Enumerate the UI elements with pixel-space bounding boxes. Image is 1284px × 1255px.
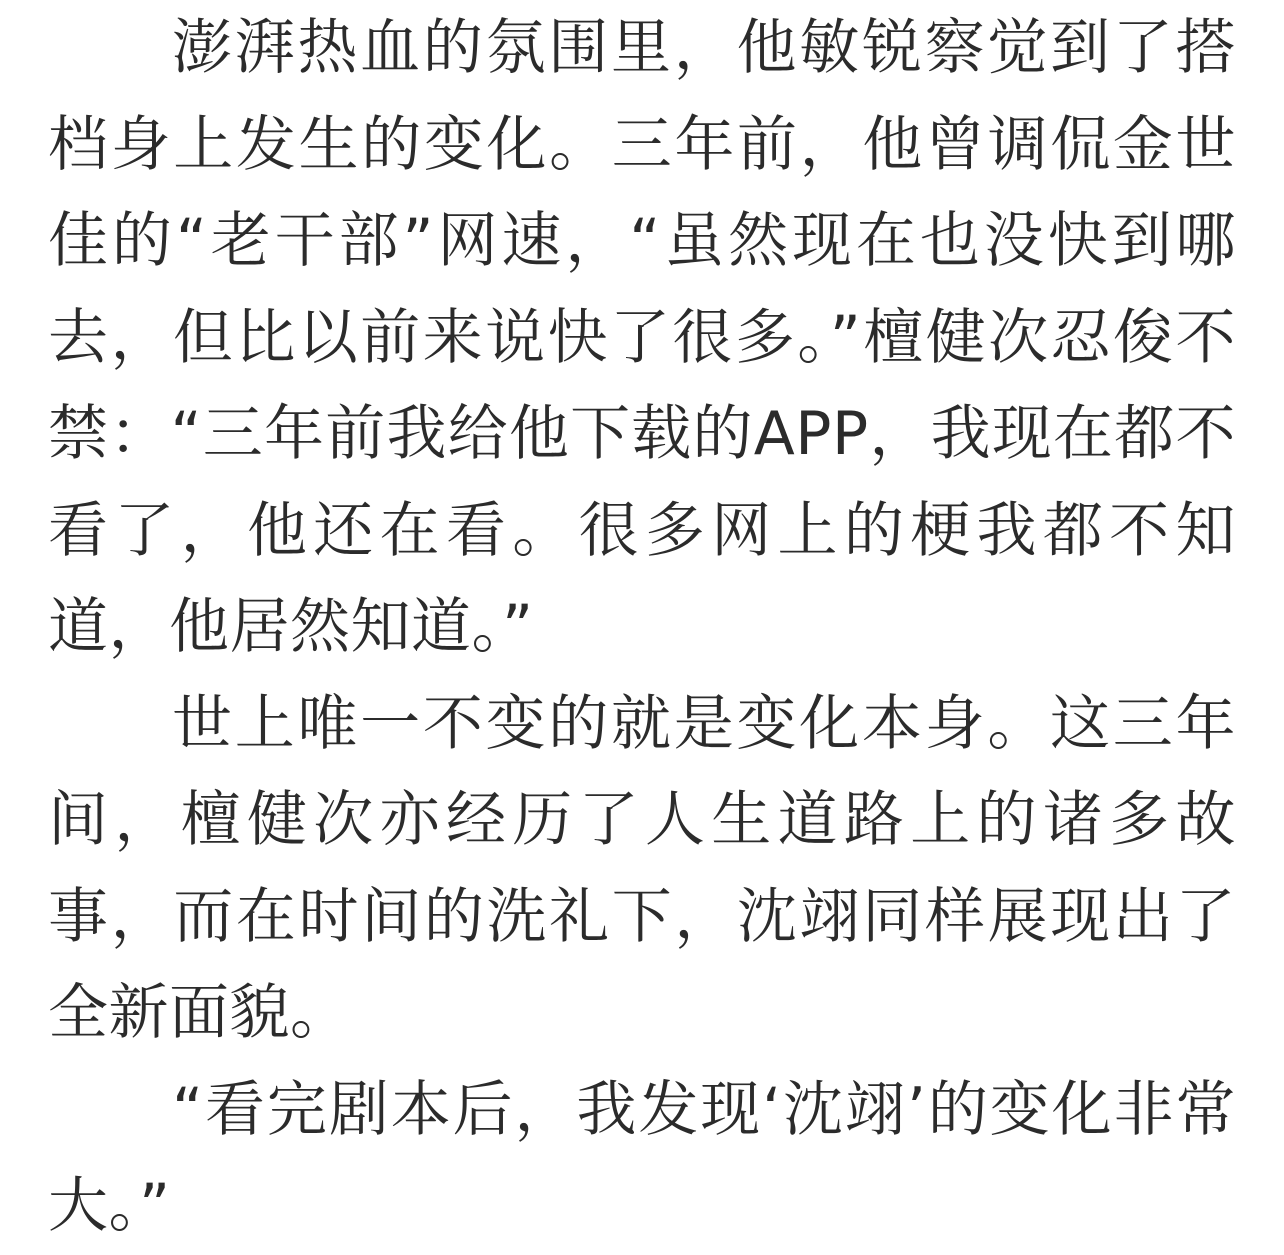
paragraph-2: 世上唯一不变的就是变化本身。这三年间，檀健次亦经历了人生道路上的诸多故事，而在时间的洗礼下，沈翊同样展现出了全新面貌。	[48, 688, 1236, 1048]
paragraph-3: “看完剧本后，我发现‘沈翊’的变化非常大。”	[48, 1074, 1236, 1241]
paragraph-1: 澎湃热血的氛围里，他敏锐察觉到了搭档身上发生的变化。三年前，他曾调侃金世佳的“老干部”网速，“虽然现在也没快到哪去，但比以前来说快了很多。”檀健次忍俊不禁：“三年前我给他下载的APP，我现在都不看了，他还在看。很多网上的梗我都不知道，他居然知道。”	[48, 13, 1236, 662]
article-body	[48, 0, 1236, 1255]
